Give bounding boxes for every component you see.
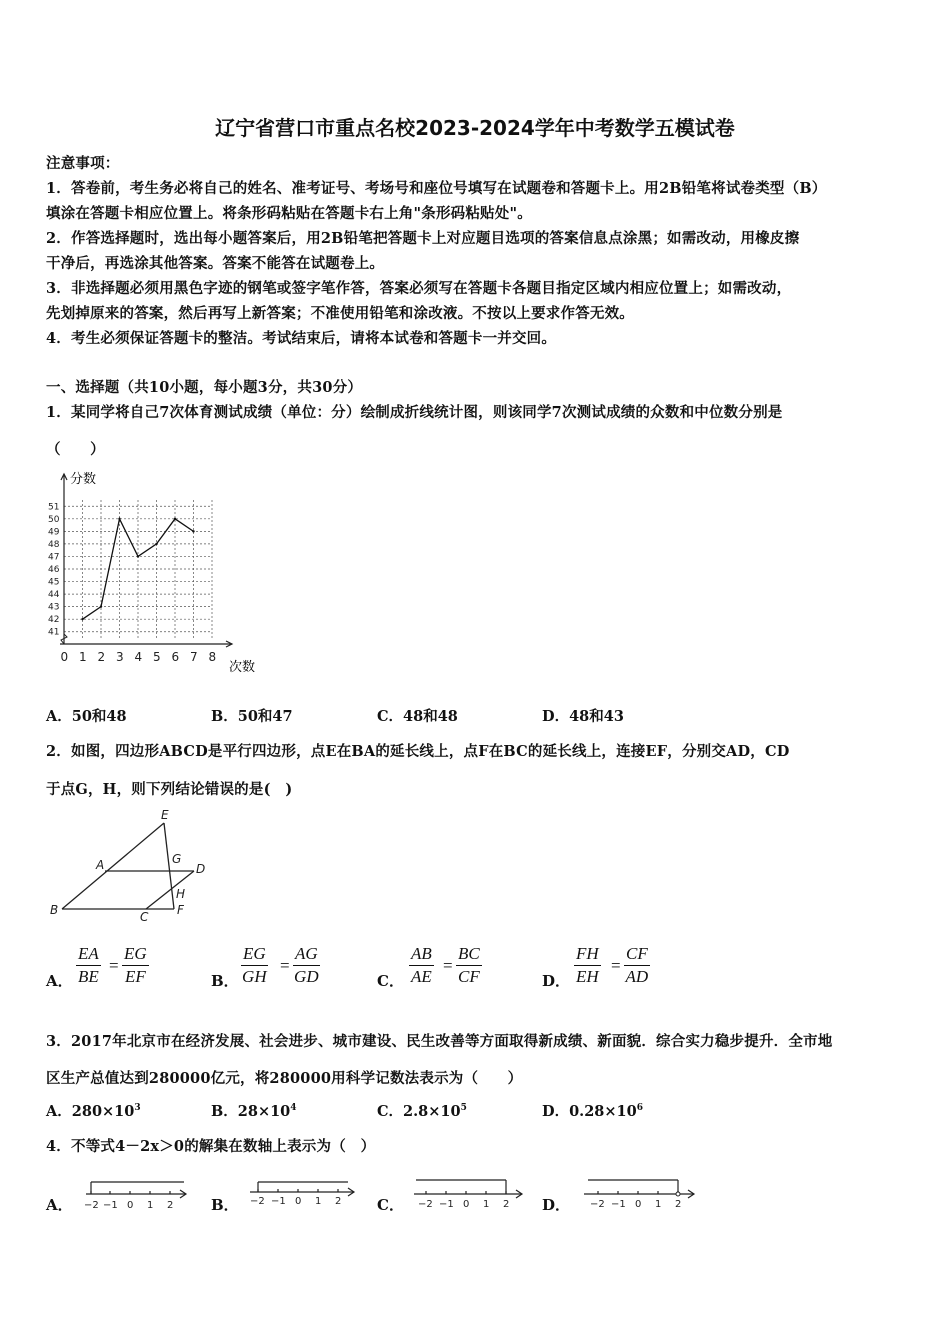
q1-option-b[interactable]: B．50和47 xyxy=(211,708,293,725)
numerator: BC xyxy=(456,944,482,966)
equals-sign: = xyxy=(109,956,119,975)
notice-line: 1．答卷前，考生务必将自己的姓名、准考证号、考场号和座位号填写在试题卷和答题卡上。用2B铅笔将试卷类型（B） xyxy=(46,180,827,197)
data-point xyxy=(174,518,176,520)
q4-number-line-a xyxy=(80,1174,195,1218)
tick-label: −1 xyxy=(271,1196,286,1207)
q1-option-a[interactable]: A．50和48 xyxy=(46,708,127,725)
x-tick-label: 7 xyxy=(190,650,198,664)
q3-option-a[interactable] xyxy=(46,1100,141,1121)
data-point xyxy=(118,518,120,520)
tick-label: −1 xyxy=(439,1199,454,1210)
denominator: GD xyxy=(294,967,319,986)
q2-option-d-right-fraction xyxy=(624,944,650,987)
q4-option-c[interactable]: C． xyxy=(377,1196,404,1214)
numerator: AB xyxy=(409,944,434,966)
denominator: AE xyxy=(411,967,432,986)
tick-label: −1 xyxy=(103,1200,118,1211)
tick-label: 2 xyxy=(675,1199,682,1210)
q4-number-line-d xyxy=(580,1172,698,1216)
equals-sign: = xyxy=(611,956,621,975)
numerator: EG xyxy=(241,944,268,966)
q3-text: 3．2017年北京市在经济发展、社会进步、城市建设、民生改善等方面取得新成绩、新面貌．综合实力稳步提升．全市地 xyxy=(46,1033,833,1050)
equals-sign: = xyxy=(280,956,290,975)
q4-option-b[interactable]: B． xyxy=(211,1196,239,1214)
option-exponent: 6 xyxy=(636,1103,643,1114)
y-tick-label: 51 xyxy=(48,502,60,513)
y-tick-label: 41 xyxy=(48,627,60,638)
label-h: H xyxy=(176,887,186,901)
numerator: EA xyxy=(76,944,101,966)
y-tick-label: 44 xyxy=(48,590,60,601)
line-ef xyxy=(164,823,174,909)
q3-text: 区生产总值达到280000亿元，将280000用科学记数法表示为（ ） xyxy=(46,1070,523,1087)
equals-sign: = xyxy=(443,956,453,975)
q2-option-c-right-fraction xyxy=(456,944,482,987)
numerator: CF xyxy=(624,944,650,966)
tick-label: −1 xyxy=(611,1199,626,1210)
denominator: EH xyxy=(576,967,599,986)
option-base: 2.8×10 xyxy=(403,1103,461,1120)
notice-heading: 注意事项： xyxy=(46,155,120,172)
x-tick-label: 0 xyxy=(60,650,69,664)
label-c: C xyxy=(140,910,149,924)
denominator: GH xyxy=(242,967,267,986)
denominator: EF xyxy=(124,967,146,986)
notice-line: 3．非选择题必须用黑色字迹的钢笔或签字笔作答，答案必须写在答题卡各题目指定区域内相应位置上；如需改动， xyxy=(46,280,792,297)
option-label: C． xyxy=(377,1103,404,1120)
q2-option-a-left-fraction xyxy=(76,944,101,987)
open-dot xyxy=(676,1192,680,1196)
q2-option-c[interactable]: C． xyxy=(377,972,404,990)
q4-option-d[interactable]: D． xyxy=(542,1196,571,1214)
y-tick-label: 49 xyxy=(48,527,60,538)
notice-line: 先划掉原来的答案，然后再写上新答案；不准使用铅笔和涂改液。不按以上要求作答无效。 xyxy=(46,305,634,322)
line-be xyxy=(62,823,164,909)
tick-label: 2 xyxy=(503,1199,510,1210)
numerator: EG xyxy=(122,944,149,966)
tick-label: 2 xyxy=(167,1200,174,1211)
label-f: F xyxy=(177,903,184,917)
tick-label: −2 xyxy=(590,1199,605,1210)
q2-option-a[interactable]: A． xyxy=(46,972,73,990)
q1-text: 1．某同学将自己7次体育测试成绩（单位：分）绘制成折线统计图，则该同学7次测试成绩的众数和中位数分别是 xyxy=(46,404,783,421)
x-tick-label: 5 xyxy=(153,650,161,664)
notice-line: 2．作答选择题时，选出每小题答案后，用2B铅笔把答题卡上对应题目选项的答案信息点涂黑；如需改动，用橡皮擦 xyxy=(46,230,800,247)
chart-axes xyxy=(60,474,232,647)
numerator: AG xyxy=(293,944,320,966)
denominator: AD xyxy=(625,967,649,986)
q1-option-c[interactable]: C．48和48 xyxy=(377,708,458,725)
q3-option-b[interactable] xyxy=(211,1100,297,1121)
option-label: D． xyxy=(542,1103,570,1120)
q4-number-line-b xyxy=(244,1172,362,1216)
y-tick-label: 42 xyxy=(48,615,60,626)
tick-label: 0 xyxy=(635,1199,642,1210)
notice-line: 4．考生必须保证答题卡的整洁。考试结束后，请将本试卷和答题卡一并交回。 xyxy=(46,330,557,347)
tick-label: 1 xyxy=(315,1196,322,1207)
q2-option-b[interactable]: B． xyxy=(211,972,239,990)
denominator: BE xyxy=(78,967,99,986)
option-exponent: 4 xyxy=(290,1103,297,1114)
tick-label: 1 xyxy=(655,1199,662,1210)
q2-option-c-left-fraction xyxy=(409,944,434,987)
chart-xlabel: 次数 xyxy=(229,660,256,675)
q2-option-b-right-fraction xyxy=(293,944,320,987)
label-a: A xyxy=(96,858,105,872)
q4-number-line-c xyxy=(410,1172,528,1216)
page-title: 辽宁省营口市重点名校2023-2024学年中考数学五模试卷 xyxy=(215,116,735,140)
option-base: 28×10 xyxy=(237,1103,291,1120)
q2-text: 2．如图，四边形ABCD是平行四边形，点E在BA的延长线上，点F在BC的延长线上，连接EF，分别交AD，CD xyxy=(46,743,790,760)
tick-label: 2 xyxy=(335,1196,342,1207)
tick-label: 0 xyxy=(463,1199,470,1210)
q4-option-a[interactable]: A． xyxy=(46,1196,73,1214)
q1-paren: （ ） xyxy=(46,441,105,458)
q2-option-a-right-fraction xyxy=(122,944,149,987)
section-heading: 一、选择题（共10小题，每小题3分，共30分） xyxy=(46,379,363,396)
y-tick-label: 48 xyxy=(48,539,60,550)
notice-line: 干净后，再选涂其他答案。答案不能答在试题卷上。 xyxy=(46,255,385,272)
label-e: E xyxy=(161,808,169,822)
q3-option-c[interactable] xyxy=(377,1100,467,1121)
y-tick-label: 47 xyxy=(48,552,60,563)
tick-label: −2 xyxy=(250,1196,265,1207)
q4-text: 4．不等式4－2x＞0的解集在数轴上表示为（ ） xyxy=(46,1138,376,1155)
label-d: D xyxy=(196,862,206,876)
y-tick-label: 45 xyxy=(48,577,60,588)
option-label: B． xyxy=(211,1103,238,1120)
y-tick-label: 43 xyxy=(48,602,60,613)
data-point xyxy=(100,605,102,607)
q2-option-b-left-fraction xyxy=(241,944,268,987)
data-point xyxy=(81,618,83,620)
tick-label: −2 xyxy=(418,1199,433,1210)
data-point xyxy=(192,530,194,532)
q2-text: 于点G，H，则下列结论错误的是( ) xyxy=(46,781,293,798)
x-tick-label: 8 xyxy=(208,650,217,664)
label-g: G xyxy=(172,852,182,866)
option-exponent: 3 xyxy=(134,1103,141,1114)
tick-label: 1 xyxy=(147,1200,154,1211)
numerator: FH xyxy=(574,944,601,966)
chart-ylabel: 分数 xyxy=(70,472,97,487)
y-tick-label: 46 xyxy=(48,565,60,575)
y-tick-label: 50 xyxy=(48,514,60,525)
q1-option-d[interactable]: D．48和43 xyxy=(542,708,624,725)
chart-tick-labels xyxy=(48,502,216,664)
label-b: B xyxy=(50,903,59,917)
denominator: CF xyxy=(458,967,480,986)
data-point xyxy=(155,543,157,545)
q3-option-d[interactable] xyxy=(542,1100,643,1121)
x-tick-label: 4 xyxy=(134,650,143,664)
q2-option-d[interactable]: D． xyxy=(542,972,571,990)
q2-option-d-left-fraction xyxy=(574,944,601,987)
option-base: 280×10 xyxy=(71,1103,135,1120)
option-exponent: 5 xyxy=(460,1103,467,1114)
tick-label: 1 xyxy=(483,1199,490,1210)
tick-label: −2 xyxy=(84,1200,99,1211)
x-tick-label: 6 xyxy=(171,650,180,664)
option-base: 0.28×10 xyxy=(569,1103,637,1120)
data-point xyxy=(137,555,139,557)
tick-label: 0 xyxy=(295,1196,302,1207)
q1-line-chart xyxy=(40,466,270,678)
x-tick-label: 3 xyxy=(116,650,124,664)
x-tick-label: 1 xyxy=(79,650,87,664)
notice-line: 填涂在答题卡相应位置上。将条形码粘贴在答题卡右上角"条形码粘贴处"。 xyxy=(46,205,532,222)
option-label: A． xyxy=(46,1103,72,1120)
q2-parallelogram-figure xyxy=(48,805,218,925)
tick-label: 0 xyxy=(127,1200,134,1211)
x-tick-label: 2 xyxy=(97,650,106,664)
